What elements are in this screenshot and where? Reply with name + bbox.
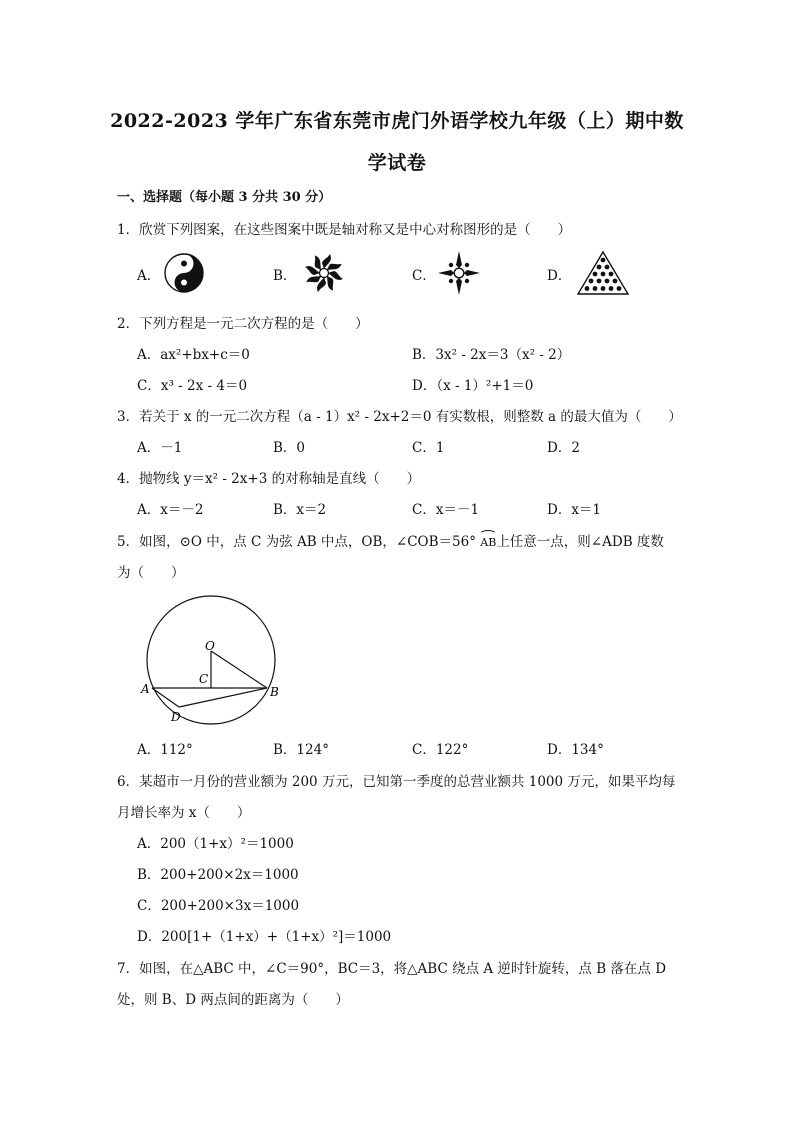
q2-option-c: C．x³ - 2x - 4＝0: [137, 378, 248, 394]
label-d: D: [171, 710, 181, 724]
q1-option-a-label: A．: [137, 268, 161, 284]
q5-option-a: A．112°: [137, 742, 193, 758]
arc-ab-symbol: AB: [480, 533, 496, 549]
q7-stem-line2: 处，则 B、D 两点间的距离为（ ）: [117, 992, 349, 1008]
q6-stem-line1: 6．某超市一月份的营业额为 200 万元，已知第一季度的总营业额共 1000 万元，如果平均每: [117, 774, 676, 790]
q7-stem-line1: 7．如图，在△ABC 中，∠C＝90°，BC＝3，将△ABC 绕点 A 逆时针旋转，点 B 落在点 D: [117, 961, 667, 977]
segment-ob: [211, 651, 267, 688]
q1-option-b-label: B．: [273, 268, 297, 284]
q5-option-d: D．134°: [547, 742, 604, 758]
q6-option-b: B．200+200×2x＝1000: [137, 867, 299, 883]
q3-option-d: D．2: [547, 440, 580, 456]
segment-ad: [152, 688, 179, 707]
q2-option-b: B．3x² - 2x＝3（x² - 2）: [412, 347, 571, 363]
q1-option-d-label: D．: [547, 268, 572, 284]
q2-stem: 2．下列方程是一元二次方程的是（ ）: [117, 316, 369, 332]
q1-option-c-label: C．: [412, 268, 436, 284]
section-heading: 一、选择题（每小题 3 分共 30 分）: [117, 190, 332, 205]
q5-circle-figure: [135, 590, 295, 732]
q5-stem-line2: 为（ ）: [117, 565, 185, 581]
label-b: B: [270, 685, 279, 699]
page-title-line1: 2022-2023 学年广东省东莞市虎门外语学校九年级（上）期中数: [110, 110, 684, 132]
q3-option-b: B．0: [273, 440, 306, 456]
q3-option-c: C．1: [412, 440, 445, 456]
q2-option-a: A．ax²+bx+c＝0: [137, 347, 250, 363]
label-o: O: [205, 639, 215, 653]
q4-option-d: D．x＝1: [547, 502, 602, 518]
pinwheel-flower-icon: [302, 251, 346, 295]
q1-stem: 1．欣赏下列图案，在这些图案中既是轴对称又是中心对称图形的是（ ）: [117, 222, 572, 238]
q2-option-d: D．（x - 1）²+1＝0: [412, 378, 534, 394]
four-point-star-icon: [437, 250, 481, 296]
q4-option-c: C．x＝－1: [412, 502, 480, 518]
q6-stem-line2: 月增长率为 x（ ）: [117, 805, 251, 821]
q6-option-a: A．200（1+x）²＝1000: [137, 836, 294, 852]
q6-option-c: C．200+200×3x＝1000: [137, 898, 300, 914]
q3-stem: 3．若关于 x 的一元二次方程（a - 1）x² - 2x+2＝0 有实数根，则整数 a 的最大值为（ ）: [117, 409, 682, 425]
segment-db: [179, 688, 267, 707]
dotted-triangle-icon: [576, 250, 630, 296]
q6-option-d: D．200[1+（1+x）+（1+x）²]＝1000: [137, 929, 392, 945]
page-title-line2: 学试卷: [367, 152, 427, 174]
yin-yang-icon: [162, 251, 206, 295]
q4-option-b: B．x＝2: [273, 502, 327, 518]
q3-option-a: A．－1: [137, 440, 183, 456]
q5-option-b: B．124°: [273, 742, 329, 758]
q4-stem: 4．抛物线 y＝x² - 2x+3 的对称轴是直线（ ）: [117, 471, 421, 487]
q5-option-c: C．122°: [412, 742, 469, 758]
label-a: A: [141, 682, 150, 696]
q4-option-a: A．x＝－2: [137, 502, 204, 518]
label-c: C: [199, 672, 209, 686]
q5-stem-line1: 5．如图，⊙O 中，点 C 为弦 AB 中点，OB，∠COB＝56° AB上任意一点，则∠ADB 度数: [117, 534, 664, 550]
